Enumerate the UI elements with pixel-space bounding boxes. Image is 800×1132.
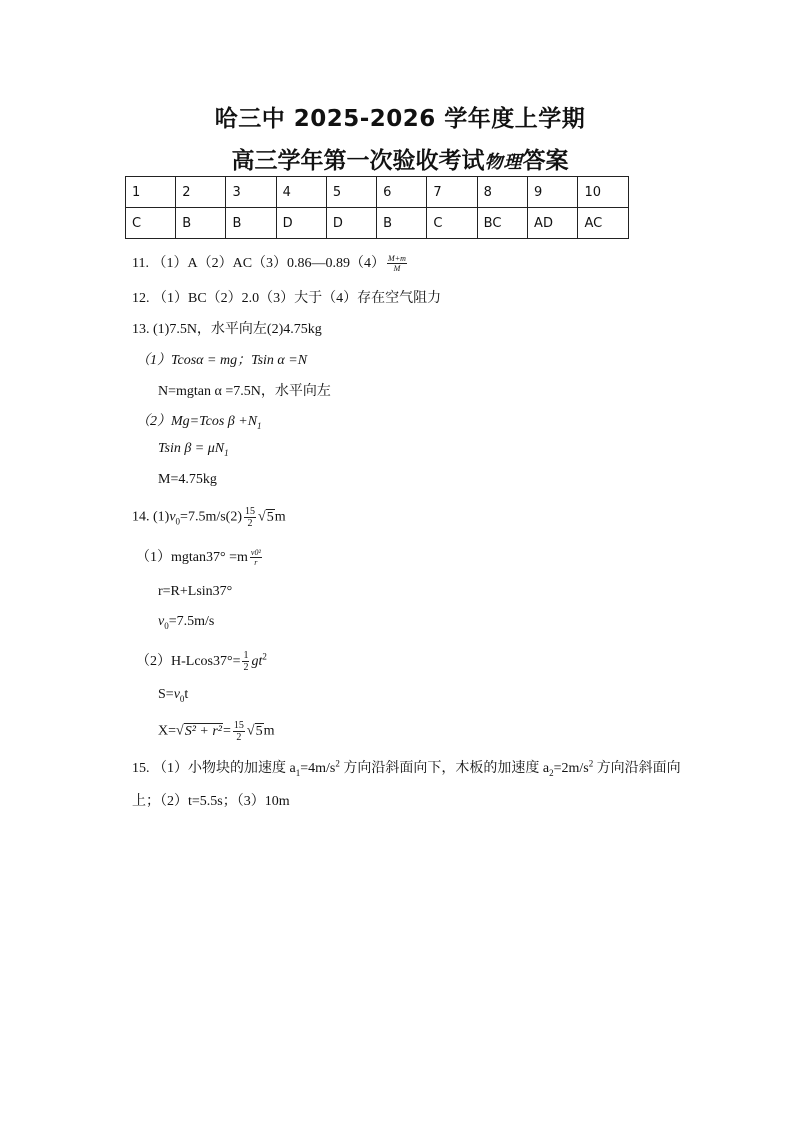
sqrt-radicand: 5 bbox=[255, 723, 263, 739]
answer-13-step1 bbox=[136, 349, 307, 369]
answer-cell: D bbox=[276, 208, 326, 239]
answer-13-step2-friction bbox=[158, 441, 229, 458]
question-number-cell: 4 bbox=[276, 177, 326, 208]
step-expression: X= bbox=[158, 723, 177, 739]
sqrt-radicand: 5 bbox=[266, 509, 274, 525]
fraction-denominator: 2 bbox=[236, 732, 242, 743]
answer-table-number-row bbox=[126, 177, 629, 208]
fraction-denominator: 2 bbox=[247, 518, 253, 529]
fraction-numerator: M+m bbox=[388, 254, 406, 264]
exponent: 2 bbox=[588, 758, 594, 769]
answer-13-step1-result: N=mgtan α =7.5N，水平向左 bbox=[158, 384, 331, 399]
answer-14-velocity bbox=[158, 614, 214, 631]
answer-14-summary bbox=[132, 506, 286, 529]
answer-13-step2 bbox=[136, 410, 262, 431]
question-number-cell: 9 bbox=[528, 177, 578, 208]
step-expression: Tcosα = mg；Tsin α =N bbox=[171, 353, 308, 368]
answer-text: 方向沿斜面向 bbox=[593, 761, 681, 776]
step-expression: Tsin β = μN bbox=[158, 441, 225, 456]
answer-cell: C bbox=[126, 208, 176, 239]
answer-cell: D bbox=[326, 208, 376, 239]
step-term: gt bbox=[251, 654, 263, 669]
sqrt-symbol: √ bbox=[176, 723, 184, 739]
velocity-symbol: v bbox=[158, 614, 165, 629]
velocity-subscript: 0 bbox=[175, 516, 181, 527]
answer-14-result bbox=[158, 720, 274, 743]
answer-14-step2 bbox=[136, 650, 267, 673]
answer-11-text: 11. （1）A（2）AC（3）0.86—0.89（4） bbox=[132, 256, 386, 271]
answer-table-answer-row bbox=[126, 208, 629, 239]
step-label: （1） bbox=[136, 353, 171, 368]
answer-14-radius: r=R+Lsin37° bbox=[158, 584, 233, 599]
answer-15-line1 bbox=[132, 757, 681, 778]
summary-prefix: 14. (1) bbox=[132, 509, 170, 525]
answer-cell: AC bbox=[578, 208, 629, 239]
fraction-numerator: 1 bbox=[243, 650, 249, 662]
fraction-numerator: 15 bbox=[233, 720, 244, 731]
answer-11 bbox=[132, 252, 409, 273]
subscript: 2 bbox=[549, 767, 554, 778]
question-number-cell: 6 bbox=[377, 177, 427, 208]
fraction-denominator: M bbox=[393, 264, 401, 274]
step-fraction bbox=[242, 650, 249, 673]
question-number-cell: 10 bbox=[578, 177, 629, 208]
answer-text: 15. （1）小物块的加速度 a bbox=[132, 761, 296, 776]
subscript: 1 bbox=[295, 767, 301, 778]
answer-13-step2-result: M=4.75kg bbox=[158, 472, 217, 487]
fraction-denominator: 2 bbox=[243, 662, 249, 674]
answer-cell: AD bbox=[528, 208, 578, 239]
sqrt-radicand: S² + r² bbox=[184, 723, 222, 739]
step-expression: （1）mgtan37° =m bbox=[136, 550, 248, 565]
answer-text: =2m/s bbox=[553, 761, 589, 776]
question-number-cell: 7 bbox=[427, 177, 477, 208]
fraction-numerator: v0² bbox=[250, 548, 261, 558]
sqrt-symbol: √ bbox=[258, 509, 266, 525]
answer-table bbox=[125, 176, 629, 239]
result-unit: m bbox=[263, 723, 275, 739]
fraction-numerator: 15 bbox=[245, 506, 255, 517]
step-exponent: 2 bbox=[262, 651, 267, 662]
answer-cell: B bbox=[377, 208, 427, 239]
answer-13-summary: 13. (1)7.5N，水平向左(2)4.75kg bbox=[132, 322, 322, 337]
result-fraction bbox=[233, 720, 245, 743]
answer-11-fraction bbox=[387, 254, 407, 273]
step-expression: （2）H-Lcos37°= bbox=[136, 654, 241, 669]
step-label: （2） bbox=[136, 414, 171, 429]
step-fraction bbox=[250, 548, 262, 567]
equals-sign: = bbox=[223, 723, 231, 739]
summary-middle: =7.5m/s(2) bbox=[180, 509, 242, 525]
answer-14-step1 bbox=[136, 546, 264, 567]
velocity-value: =7.5m/s bbox=[168, 614, 215, 629]
time-symbol: t bbox=[184, 687, 189, 702]
step-subscript: 1 bbox=[224, 447, 229, 458]
question-number-cell: 5 bbox=[326, 177, 376, 208]
step-expression: Mg=Tcos β +N bbox=[171, 414, 258, 429]
question-number-cell: 1 bbox=[126, 177, 176, 208]
velocity-subscript: 0 bbox=[179, 693, 185, 704]
velocity-symbol: v bbox=[169, 509, 176, 525]
answer-12: 12. （1）BC（2）2.0（3）大于（4）存在空气阻力 bbox=[132, 291, 442, 306]
answer-cell: B bbox=[226, 208, 276, 239]
answer-text: =4m/s bbox=[300, 761, 336, 776]
answer-cell: B bbox=[176, 208, 226, 239]
answer-cell: C bbox=[427, 208, 477, 239]
velocity-subscript: 0 bbox=[164, 620, 169, 631]
answer-14-displacement bbox=[158, 687, 188, 704]
subtitle-suffix: 答案 bbox=[522, 148, 569, 174]
subject-stamp: 物理 bbox=[484, 152, 523, 173]
question-number-cell: 3 bbox=[226, 177, 276, 208]
fraction-denominator: r bbox=[254, 558, 258, 568]
answer-cell: BC bbox=[477, 208, 527, 239]
page-subtitle bbox=[0, 142, 800, 175]
answer-text: 方向沿斜面向下，木板的加速度 a bbox=[339, 761, 550, 776]
sqrt-symbol: √ bbox=[246, 723, 255, 739]
page-title: 哈三中 2025-2026 学年度上学期 bbox=[214, 106, 586, 132]
step-subscript: 1 bbox=[257, 420, 262, 431]
velocity-symbol: v bbox=[173, 687, 180, 702]
step-expression: S= bbox=[158, 687, 174, 702]
subtitle-text: 高三学年第一次验收考试 bbox=[231, 148, 485, 174]
question-number-cell: 8 bbox=[477, 177, 527, 208]
answer-15-line2: 上；（2）t=5.5s；（3）10m bbox=[132, 794, 290, 809]
summary-unit: m bbox=[274, 509, 286, 525]
summary-fraction bbox=[244, 506, 256, 529]
question-number-cell: 2 bbox=[176, 177, 226, 208]
exponent: 2 bbox=[335, 758, 340, 769]
